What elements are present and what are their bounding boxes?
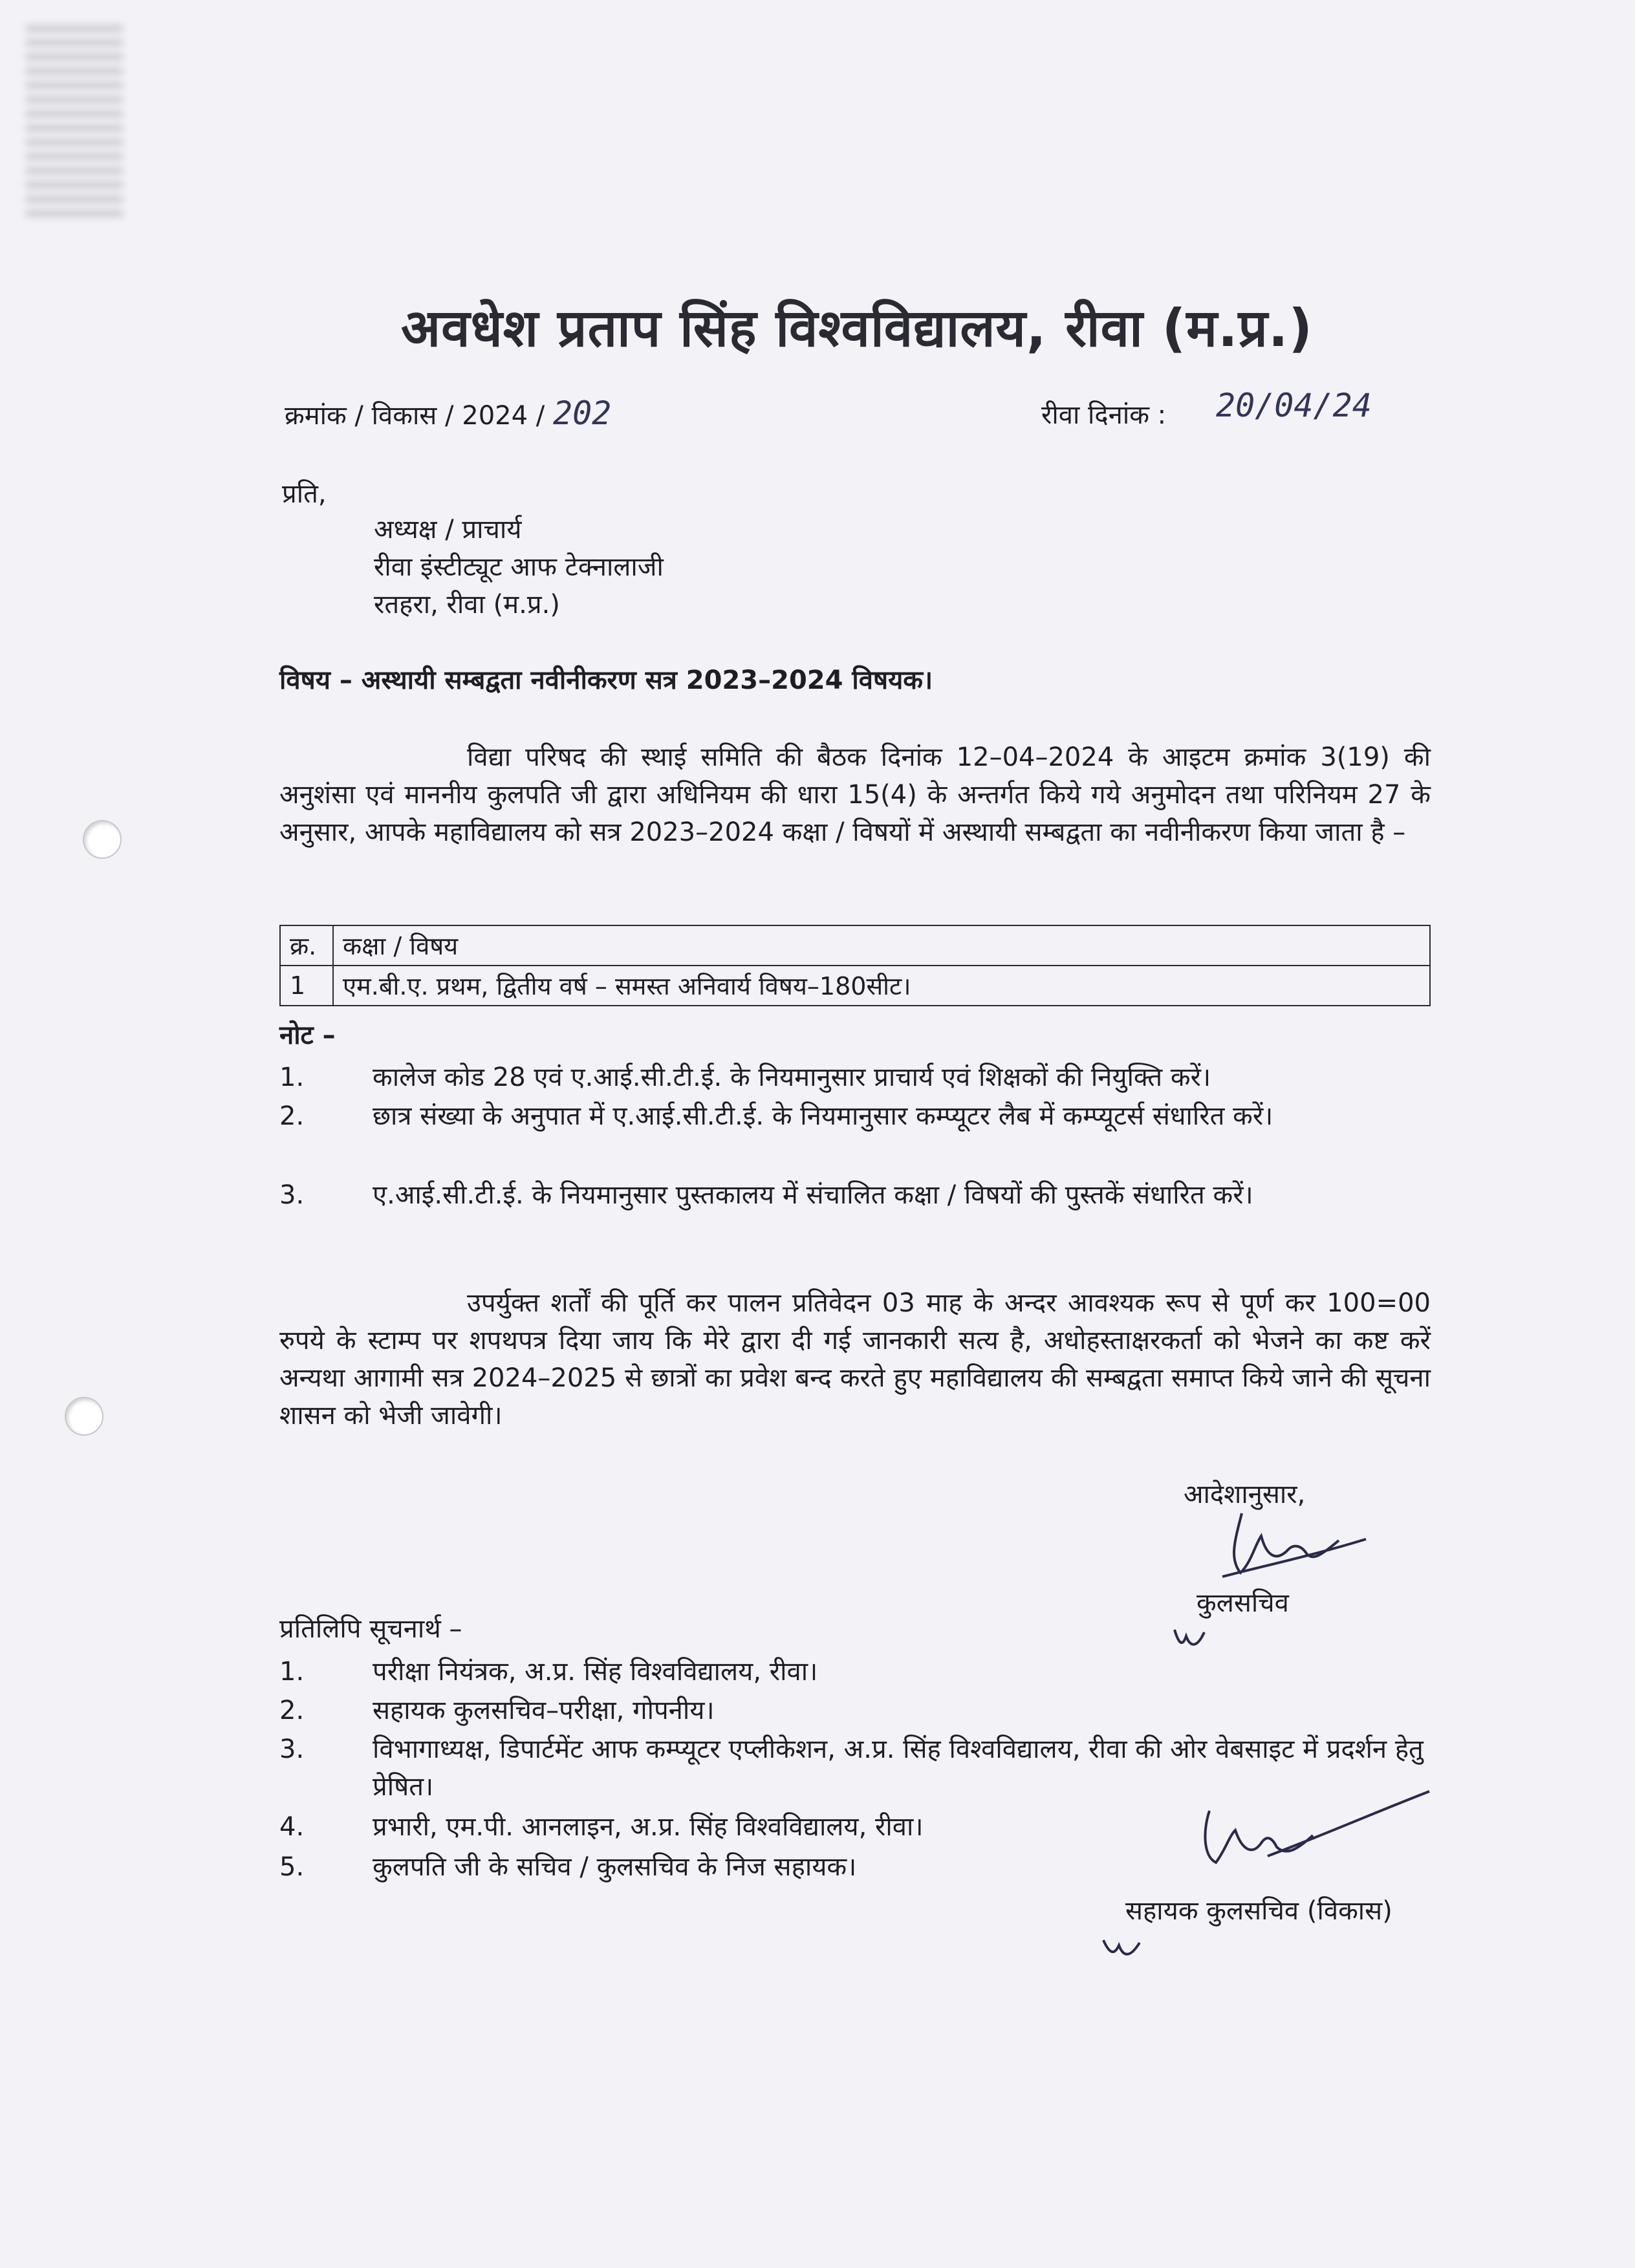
scan-smudge [26,26,123,220]
note-text: ए.आई.सी.टी.ई. के नियमानुसार पुस्तकालय में संचालित कक्षा / विषयों की पुस्तकें संधारित करें। [373,1180,1253,1210]
reference-printed: क्रमांक / विकास / 2024 / [285,401,545,431]
reference-handwritten: 202 [552,394,612,432]
reference-number [285,394,611,432]
body-paragraph-1: विद्या परिषद की स्थाई समिति की बैठक दिनांक 12–04–2024 के आइटम क्रमांक 3(19) की अनुशंसा एवं माननीय कुलपति जी द्वारा अधिनियम की धारा 15(4) के अन्तर्गत किये गये अनुमोदन तथा परिनियम 27 के अनुसार, आपके महाविद्यालय को सत्र 2023–2024 कक्षा / विषयों में अस्थायी सम्बद्वता का नवीनीकरण किया जाता है – [279,742,1431,847]
date-label: रीवा दिनांक : [1041,400,1167,430]
body-paragraph-2: उपर्युक्त शर्तों की पूर्ति कर पालन प्रतिवेदन 03 माह के अन्दर आवश्यक रूप से पूर्ण कर 100=00 रुपये के स्टाम्प पर शपथपत्र दिया जाय कि मेरे द्वारा दी गई जानकारी सत्य है, अधोहस्ताक्षरकर्ता को भेजने का कष्ट करें अन्यथा आगामी सत्र 2024–2025 से छात्रों का प्रवेश बन्द करते हुए महाविद्यालय की सम्बद्वता समाप्त किये जाने की सूचना शासन को भेजी जावेगी। [279,1288,1431,1431]
copy-number: 5. [279,1852,305,1882]
notes-heading: नोट – [279,1021,336,1050]
punch-hole-top [83,820,122,859]
copy-item [279,1653,1444,1690]
initial-mark [1171,1623,1209,1656]
copy-item [279,1692,1444,1729]
copy-number: 4. [279,1812,305,1842]
copy-text: परीक्षा नियंत्रक, अ.प्र. सिंह विश्वविद्यालय, रीवा। [373,1657,818,1687]
salutation: प्रति, [282,479,327,509]
university-title: अवधेश प्रताप सिंह विश्वविद्यालय, रीवा (म.प्र.) [401,298,1313,358]
course-table [279,925,1431,1006]
note-text: छात्र संख्या के अनुपात में ए.आई.सी.टी.ई. के नियमानुसार कम्प्यूटर लैब में कम्प्यूटर्स संधारित करें। [373,1101,1273,1131]
copy-text: कुलपति जी के सचिव / कुलसचिव के निज सहायक। [373,1852,857,1882]
punch-hole-bottom [65,1397,103,1436]
assistant-registrar-signature [1190,1785,1436,1882]
note-item [279,1176,1431,1215]
note-number: 2. [279,1101,305,1131]
note-number: 1. [279,1063,305,1092]
order-text: आदेशानुसार, [1184,1480,1306,1509]
note-item [279,1097,1431,1136]
table-header-cell: क्र. [280,925,333,966]
copy-number: 3. [279,1734,305,1764]
copy-text: विभागाध्यक्ष, डिपार्टमेंट आफ कम्प्यूटर एप्लीकेशन, अ.प्र. सिंह विश्वविद्यालय, रीवा की ओर वेबसाइट में प्रदर्शन हेतु प्रेषित। [373,1734,1424,1802]
copy-text: प्रभारी, एम.पी. आनलाइन, अ.प्र. सिंह विश्वविद्यालय, रीवा। [373,1812,924,1842]
registrar-designation: कुलसचिव [1196,1588,1289,1618]
note-number: 3. [279,1180,305,1210]
note-item [279,1058,1431,1097]
table-row [280,966,1430,1006]
date-handwritten: 20/04/24 [1216,387,1372,424]
table-cell: 1 [280,966,333,1006]
copy-number: 2. [279,1696,305,1725]
initial-mark-2 [1099,1934,1145,1966]
table-header-row [280,925,1430,966]
assistant-registrar-designation: सहायक कुलसचिव (विकास) [1125,1896,1392,1926]
recipient-line: अध्यक्ष / प्राचार्य [374,515,522,545]
table-header-cell: कक्षा / विषय [333,925,1430,966]
copy-text: सहायक कुलसचिव–परीक्षा, गोपनीय। [373,1696,715,1725]
table-cell: एम.बी.ए. प्रथम, द्वितीय वर्ष – समस्त अनिवार्य विषय–180सीट। [333,966,1430,1006]
copies-heading: प्रतिलिपि सूचनार्थ – [279,1614,462,1644]
subject-line: विषय – अस्थायी सम्बद्वता नवीनीकरण सत्र 2023–2024 विषयक। [279,665,933,695]
recipient-address [374,511,664,623]
recipient-line: रतहरा, रीवा (म.प्र.) [374,590,560,620]
copy-number: 1. [279,1657,305,1687]
registrar-signature [1216,1500,1371,1584]
recipient-line: रीवा इंस्टीट्यूट आफ टेक्नालाजी [374,552,664,582]
note-text: कालेज कोड 28 एवं ए.आई.सी.टी.ई. के नियमानुसार प्राचार्य एवं शिक्षकों की नियुक्ति करें। [373,1063,1211,1092]
